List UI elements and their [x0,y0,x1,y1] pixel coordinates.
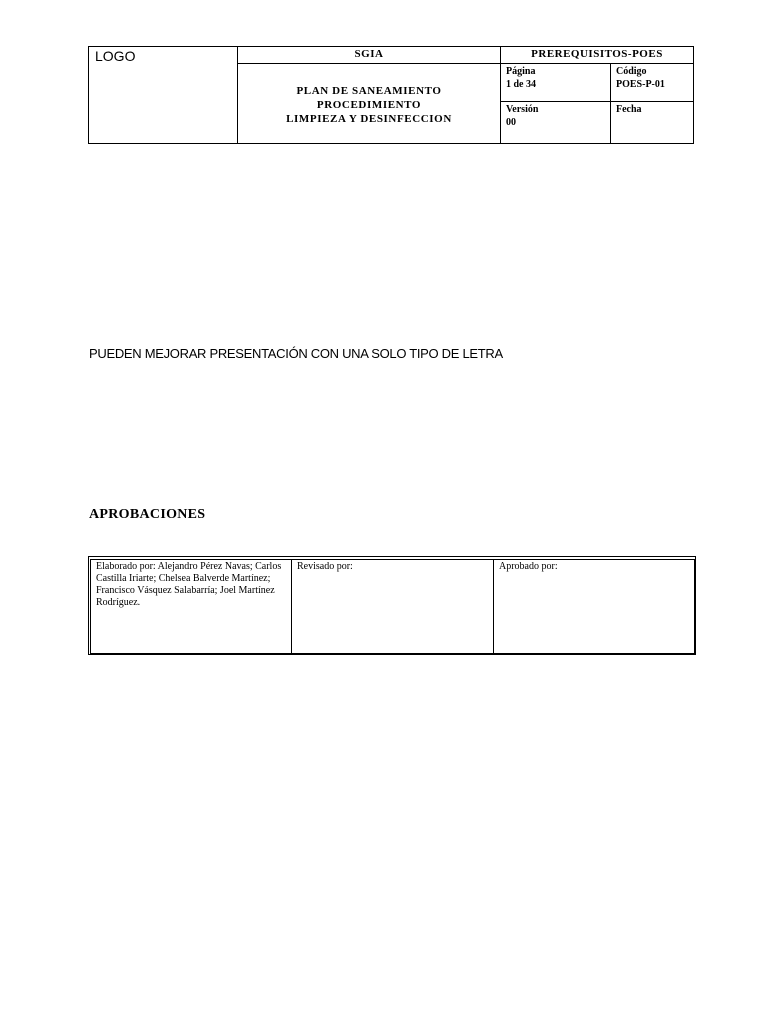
title-line-1: PLAN DE SANEAMIENTO [296,84,442,97]
version-label: Versión [506,104,539,115]
page-label: Página [506,66,536,77]
review-note: PUEDEN MEJORAR PRESENTACIÓN CON UNA SOLO TIPO DE LETRA [89,346,503,361]
title-line-2: PROCEDIMIENTO [316,98,422,111]
document-header-table [88,46,694,144]
logo-placeholder: LOGO [95,48,136,64]
code-label: Código [616,66,647,77]
approved-by-cell: Aprobado por: [494,560,695,653]
document-category: PREREQUISITOS-POES [501,47,694,64]
page-cell [501,64,611,102]
document-title [238,64,501,144]
code-value: POES-P-01 [616,79,665,90]
reviewed-by-cell: Revisado por: [292,560,494,653]
prepared-by-cell: Elaborado por: Alejandro Pérez Navas; Carlos Castilla Iriarte; Chelsea Balverde Martínez; Francisco Vásquez Salabarría; Joel Martínez Rodríguez. [91,560,292,653]
version-cell [501,102,611,144]
version-value: 00 [506,117,516,128]
date-cell [611,102,694,144]
page-value: 1 de 34 [506,79,536,90]
logo-cell [89,47,238,144]
date-label: Fecha [616,104,642,115]
system-name: SGIA [238,47,501,64]
approvals-heading: APROBACIONES [89,507,206,522]
approvals-table [88,556,696,655]
code-cell [611,64,694,102]
title-line-3: LIMPIEZA Y DESINFECCION [286,112,452,125]
